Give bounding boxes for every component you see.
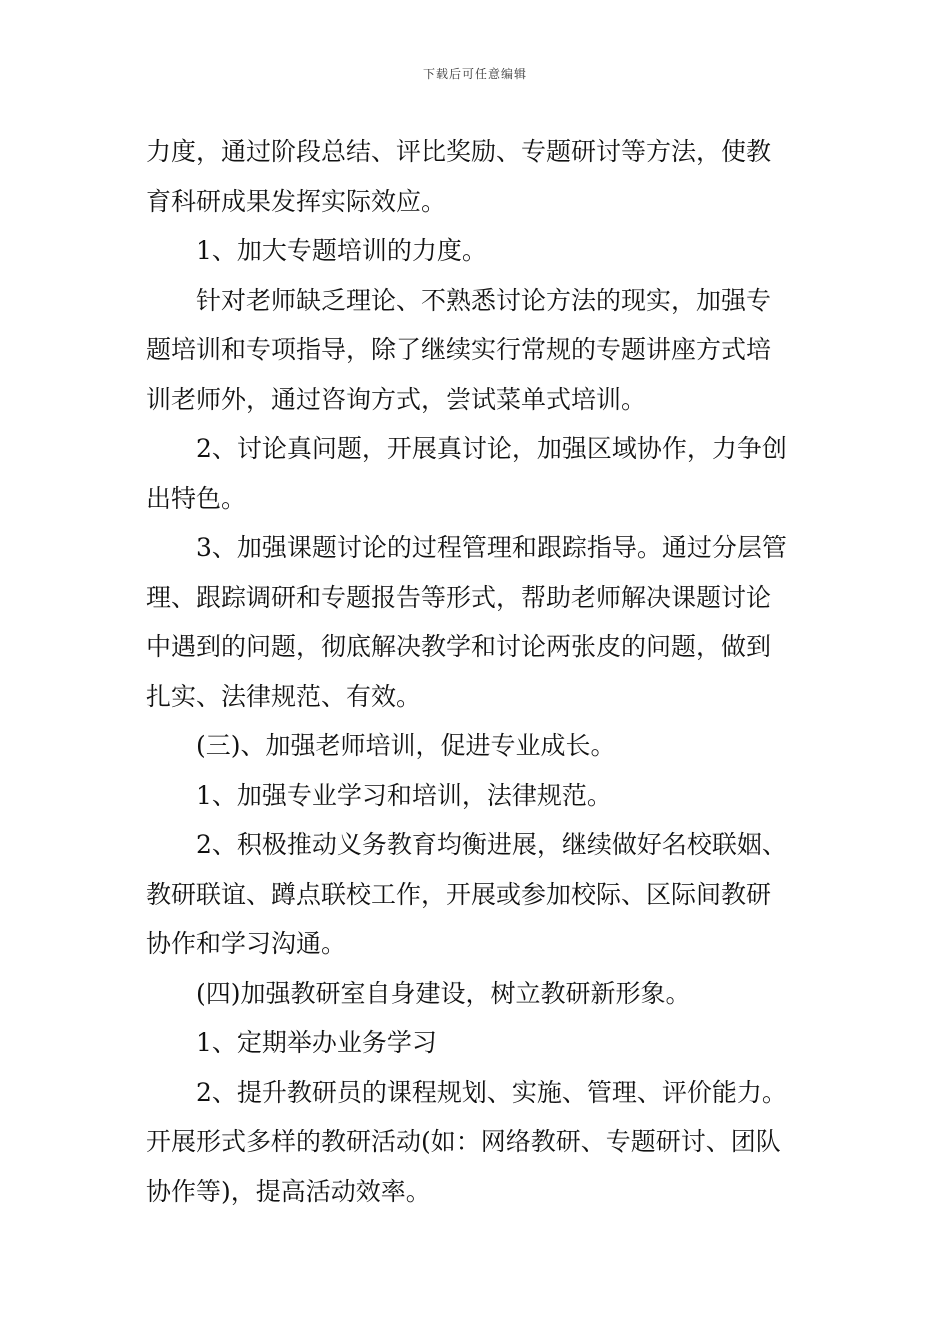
text-line: (四)加强教研室自身建设，树立教研新形象。 [196, 978, 691, 1008]
text-line: 1、加大专题培训的力度。 [196, 236, 487, 265]
text-line: 2、积极推动义务教育均衡进展，继续做好名校联姻、 [196, 830, 787, 859]
text-line: 扎实、法律规范、有效。 [146, 681, 422, 711]
paragraph-3 [146, 276, 810, 425]
text-line: 2、讨论真问题，开展真讨论，加强区域协作，力争创 [196, 434, 787, 463]
paragraph-10 [146, 1018, 810, 1068]
text-line: 3、加强课题讨论的过程管理和跟踪指导。通过分层管 [196, 533, 787, 562]
paragraph-2 [146, 226, 810, 276]
text-line: 训老师外，通过咨询方式，尝试菜单式培训。 [146, 384, 647, 414]
text-line: (三)、加强老师培训，促进专业成长。 [196, 731, 616, 760]
paragraph-7 [146, 771, 810, 821]
text-line: 理、跟踪调研和专题报告等形式，帮助老师解决课题讨论 [146, 582, 772, 612]
text-line: 开展形式多样的教研活动(如：网络教研、专题研讨、团队 [146, 1127, 781, 1156]
text-line: 2、提升教研员的课程规划、实施、管理、评价能力。 [196, 1077, 787, 1107]
text-line: 针对老师缺乏理论、不熟悉讨论方法的现实，加强专 [196, 285, 772, 315]
paragraph-1 [146, 127, 810, 226]
text-line: 1、加强专业学习和培训，法律规范。 [196, 780, 612, 810]
text-line: 力度，通过阶段总结、评比奖励、专题研讨等方法，使教 [146, 137, 772, 166]
paragraph-11 [146, 1068, 810, 1217]
text-line: 协作和学习沟通。 [146, 929, 347, 958]
paragraph-5 [146, 523, 810, 721]
page-header-note: 下载后可任意编辑 [422, 67, 527, 81]
text-line: 题培训和专项指导，除了继续实行常规的专题讲座方式培 [146, 335, 772, 364]
text-line: 育科研成果发挥实际效应。 [146, 186, 447, 216]
text-line: 出特色。 [146, 483, 247, 513]
paragraph-9 [146, 969, 810, 1019]
text-line: 教研联谊、蹲点联校工作，开展或参加校际、区际间教研 [146, 879, 772, 909]
paragraph-8 [146, 820, 810, 969]
text-line: 中遇到的问题，彻底解决教学和讨论两张皮的问题，做到 [146, 632, 772, 661]
text-line: 协作等)，提高活动效率。 [146, 1176, 431, 1206]
paragraph-4 [146, 424, 810, 523]
document-body [146, 127, 810, 1216]
text-line: 1、定期举办业务学习 [196, 1028, 437, 1057]
paragraph-6 [146, 721, 810, 771]
